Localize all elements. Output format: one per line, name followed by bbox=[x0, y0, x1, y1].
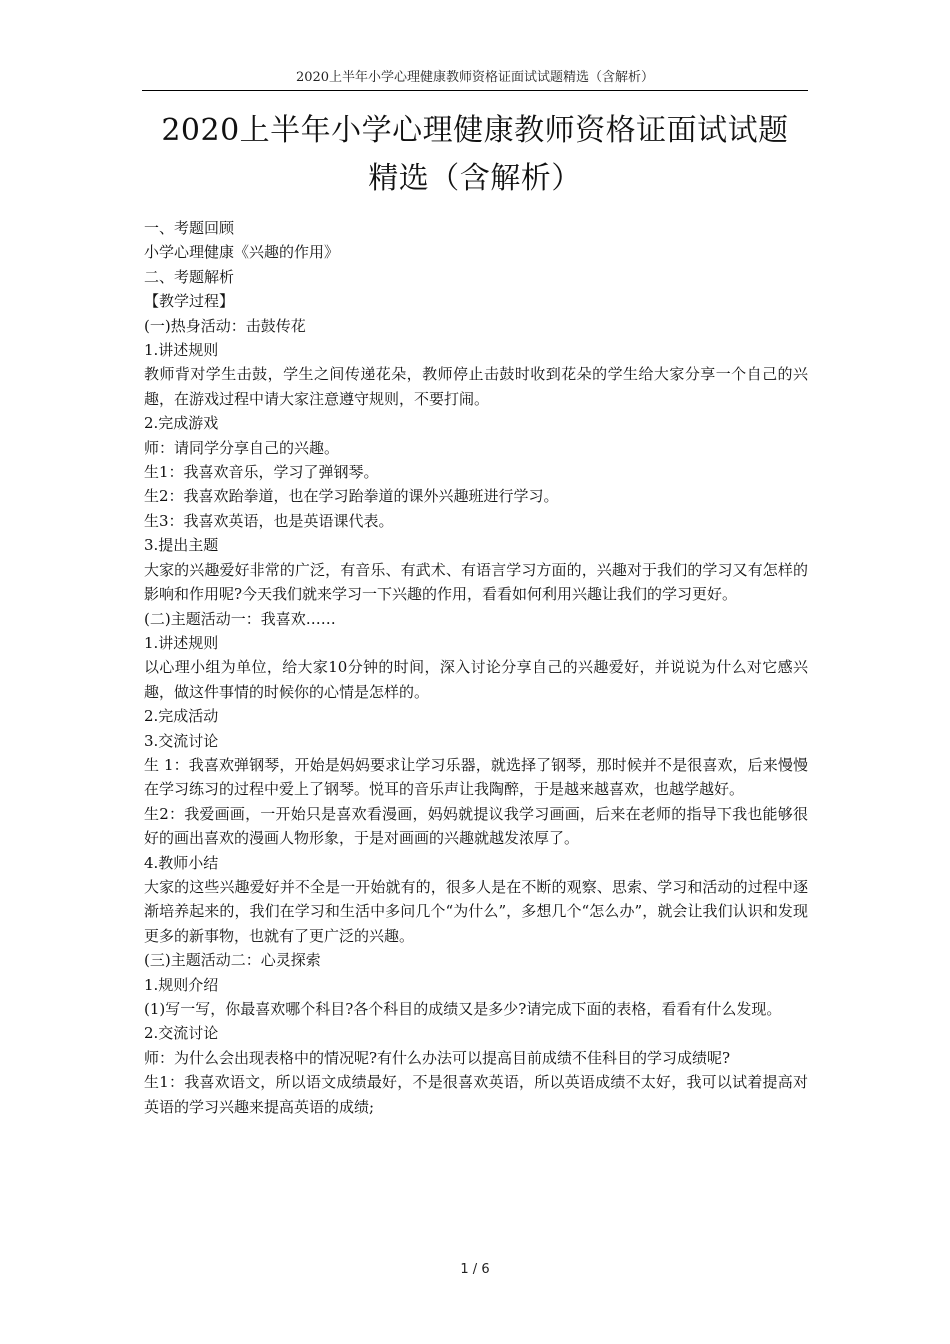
body-paragraph: 师：请同学分享自己的兴趣。 bbox=[144, 438, 340, 457]
body-paragraph: 2.完成活动 bbox=[144, 707, 219, 726]
body-paragraph: 大家的兴趣爱好非常的广泛，有音乐、有武术、有语言学习方面的，兴趣对于我们的学习又有怎样的影响和作用呢?今天我们就来学习一下兴趣的作用，看看如何利用兴趣让我们的学习更好。 bbox=[144, 560, 808, 604]
body-paragraph: 1.讲述规则 bbox=[144, 633, 219, 652]
body-paragraph: 小学心理健康《兴趣的作用》 bbox=[144, 243, 340, 262]
body-paragraph: 3.交流讨论 bbox=[144, 731, 219, 750]
body-paragraph: 生2：我喜欢跆拳道，也在学习跆拳道的课外兴趣班进行学习。 bbox=[144, 487, 559, 506]
document-title-line-2: 精选（含解析） bbox=[368, 161, 582, 196]
running-header: 2020上半年小学心理健康教师资格证面试试题精选（含解析） bbox=[142, 70, 808, 91]
body-paragraph: 1.规则介绍 bbox=[144, 975, 219, 994]
document-title bbox=[142, 107, 808, 203]
body-paragraph: 二、考题解析 bbox=[144, 267, 235, 286]
body-paragraph: 2.完成游戏 bbox=[144, 414, 219, 433]
body-paragraph: 一、考题回顾 bbox=[144, 219, 235, 237]
body-paragraph: 师：为什么会出现表格中的情况呢?有什么办法可以提高目前成绩不佳科目的学习成绩呢? bbox=[144, 1048, 731, 1067]
body-paragraph: (1)写一写，你最喜欢哪个科目?各个科目的成绩又是多少?请完成下面的表格，看看有什么发现。 bbox=[144, 1000, 782, 1018]
body-paragraph: 生2：我爱画画，一开始只是喜欢看漫画，妈妈就提议我学习画画，后来在老师的指导下我也能够很好的画出喜欢的漫画人物形象，于是对画画的兴趣就越发浓厚了。 bbox=[144, 804, 808, 848]
document-body bbox=[144, 216, 808, 1119]
body-paragraph: (一)热身活动：击鼓传花 bbox=[144, 316, 306, 335]
body-paragraph: 1.讲述规则 bbox=[144, 341, 219, 360]
body-paragraph: 生 1：我喜欢弹钢琴，开始是妈妈要求让学习乐器，就选择了钢琴，那时候并不是很喜欢，后来慢慢在学习练习的过程中爱上了钢琴。悦耳的音乐声让我陶醉，于是越来越喜欢，也越学越好。 bbox=[144, 755, 808, 799]
body-paragraph: (三)主题活动二：心灵探索 bbox=[144, 951, 321, 970]
body-paragraph: 大家的这些兴趣爱好并不全是一开始就有的，很多人是在不断的观察、思索、学习和活动的过程中逐渐培养起来的，我们在学习和生活中多问几个“为什么”，多想几个“怎么办”，就会让我们认识和发现更多的新事物，也就有了更广泛的兴趣。 bbox=[144, 877, 808, 945]
body-paragraph: (二)主题活动一：我喜欢…… bbox=[144, 609, 336, 628]
body-paragraph: 生3：我喜欢英语，也是英语课代表。 bbox=[144, 511, 394, 530]
body-paragraph: 【教学过程】 bbox=[144, 292, 235, 311]
page-number: 1 / 6 bbox=[460, 1262, 490, 1277]
body-paragraph: 2.交流讨论 bbox=[144, 1024, 219, 1043]
body-paragraph: 4.教师小结 bbox=[144, 853, 219, 872]
body-paragraph: 教师背对学生击鼓，学生之间传递花朵，教师停止击鼓时收到花朵的学生给大家分享一个自己的兴趣，在游戏过程中请大家注意遵守规则，不要打闹。 bbox=[144, 365, 808, 408]
body-paragraph: 3.提出主题 bbox=[144, 536, 219, 555]
body-paragraph: 生1：我喜欢语文，所以语文成绩最好，不是很喜欢英语，所以英语成绩不太好，我可以试着提高对英语的学习兴趣来提高英语的成绩; bbox=[144, 1073, 808, 1116]
body-paragraph: 以心理小组为单位，给大家10分钟的时间，深入讨论分享自己的兴趣爱好，并说说为什么对它感兴趣，做这件事情的时候你的心情是怎样的。 bbox=[144, 658, 808, 701]
body-paragraph: 生1：我喜欢音乐，学习了弹钢琴。 bbox=[144, 463, 379, 482]
document-title-line-1: 2020上半年小学心理健康教师资格证面试试题 bbox=[161, 113, 789, 148]
